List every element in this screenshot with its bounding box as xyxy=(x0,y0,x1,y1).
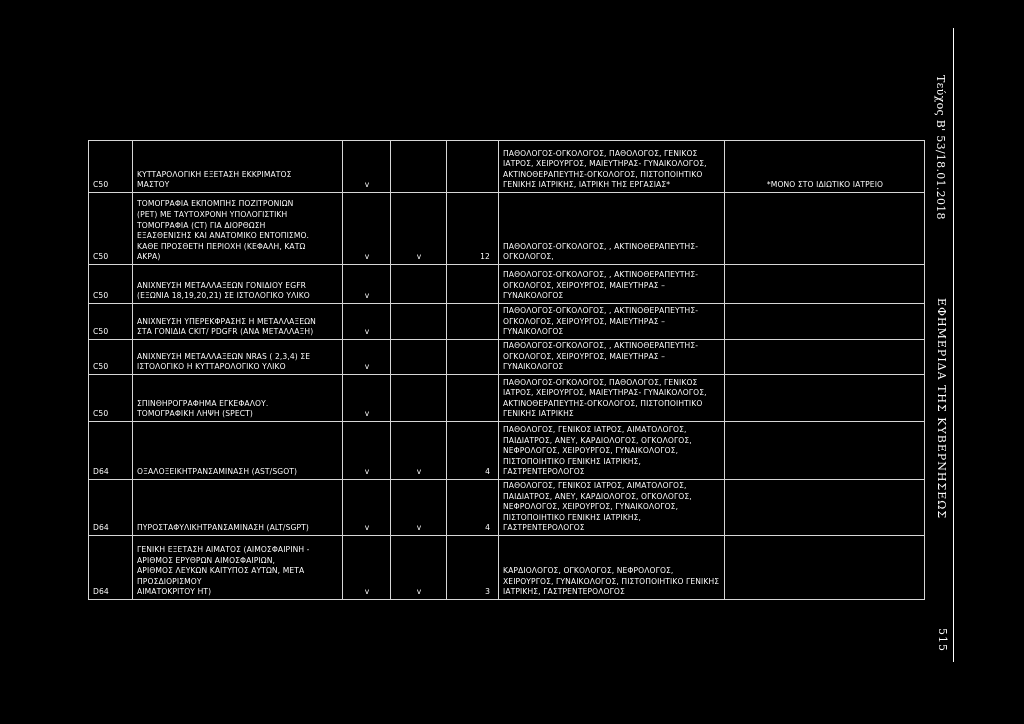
check-mark-2 xyxy=(391,304,447,340)
footnote xyxy=(725,536,925,600)
frequency-number: 3 xyxy=(447,536,499,600)
frequency-number xyxy=(447,340,499,375)
footnote xyxy=(725,193,925,265)
prescriber-specialties: ΠΑΘΟΛΟΓΟΣ-ΟΓΚΟΛΟΓΟΣ, , ΑΚΤΙΝΟΘΕΡΑΠΕΥΤΗΣ- ΟΓΚΟΛΟΓΟΣ, ΧΕΙΡΟΥΡΓΟΣ, ΜΑΙΕΥΤΗΡΑΣ – ΓΥΝΑΙΚΟΛΟΓΟΣ xyxy=(499,340,725,375)
frequency-number: 4 xyxy=(447,422,499,480)
exam-name: ΑΝΙΧΝΕΥΣΗ ΜΕΤΑΛΛΑΞΕΩΝ ΓΟΝΙΔΙΟΥ EGFR (ΕΞΩΝΙΑ 18,19,20,21) ΣΕ ΙΣΤΟΛΟΓΙΚΟ ΥΛΙΚΟ xyxy=(133,265,343,304)
issue-reference: Τεύχος Β' 53/18.01.2018 xyxy=(934,75,947,220)
exam-name: ΑΝΙΧΝΕΥΣΗ ΥΠΕΡΕΚΦΡΑΣΗΣ Η ΜΕΤΑΛΛΑΞΕΩΝ ΣΤΑ ΓΟΝΙΔΙΑ CKIT/ PDGFR (ΑΝΑ ΜΕΤΑΛΛΑΞΗ) xyxy=(133,304,343,340)
icd-code: D64 xyxy=(89,536,133,600)
footnote xyxy=(725,265,925,304)
prescriber-specialties: ΠΑΘΟΛΟΓΟΣ, ΓΕΝΙΚΟΣ ΙΑΤΡΟΣ, ΑΙΜΑΤΟΛΟΓΟΣ, ΠΑΙΔΙΑΤΡΟΣ, ΑΝΕΥ, ΚΑΡΔΙΟΛΟΓΟΣ, ΟΓΚΟΛΟΓΟΣ, ΝΕΦΡΟΛΟΓΟΣ, ΧΕΙΡΟΥΡΓΟΣ, ΓΥΝΑΙΚΟΛΟΓΟΣ, ΠΙΣΤΟΠΟΙΗΤΙΚΟ ΓΕΝΙΚΗΣ ΙΑΤΡΙΚΗΣ, ΓΑΣΤΡΕΝΤΕΡΟΛΟΓΟΣ xyxy=(499,422,725,480)
prescriber-specialties: ΠΑΘΟΛΟΓΟΣ-ΟΓΚΟΛΟΓΟΣ, ΠΑΘΟΛΟΓΟΣ, ΓΕΝΙΚΟΣ ΙΑΤΡΟΣ, ΧΕΙΡΟΥΡΓΟΣ, ΜΑΙΕΥΤΗΡΑΣ- ΓΥΝΑΙΚΟΛΟΓΟΣ, ΑΚΤΙΝΟΘΕΡΑΠΕΥΤΗΣ-ΟΓΚΟΛΟΓΟΣ, ΠΙΣΤΟΠΟΙΗΤΙΚΟ ΓΕΝΙΚΗΣ ΙΑΤΡΙΚΗΣ xyxy=(499,375,725,422)
check-mark-2: v xyxy=(391,536,447,600)
check-mark-2: v xyxy=(391,480,447,536)
table-row xyxy=(89,304,925,340)
table-row xyxy=(89,265,925,304)
icd-code: C50 xyxy=(89,304,133,340)
table-row xyxy=(89,480,925,536)
frequency-number xyxy=(447,304,499,340)
footnote xyxy=(725,304,925,340)
margin-rule xyxy=(953,28,954,634)
footnote xyxy=(725,340,925,375)
check-mark-1: v xyxy=(343,304,391,340)
frequency-number xyxy=(447,141,499,193)
exam-name: ΓΕΝΙΚΗ ΕΞΕΤΑΣΗ ΑΙΜΑΤΟΣ (ΑΙΜΟΣΦΑΙΡΙΝΗ - ΑΡΙΘΜΟΣ ΕΡΥΘΡΩΝ ΑΙΜΟΣΦΑΙΡΙΩΝ, ΑΡΙΘΜΟΣ ΛΕΥΚΩΝ ΚΑΙΤΥΠΟΣ ΑΥΤΩΝ, ΜΕΤΑ ΠΡΟΣΔΙΟΡΙΣΜΟΥ ΑΙΜΑΤΟΚΡΙΤΟΥ HT) xyxy=(133,536,343,600)
icd-code: D64 xyxy=(89,422,133,480)
exam-name: ΠΥΡΟΣΤΑΦΥΛΙΚΗΤΡΑΝΣΑΜΙΝΑΣΗ (ALT/SGPT) xyxy=(133,480,343,536)
table-row xyxy=(89,375,925,422)
check-mark-1: v xyxy=(343,422,391,480)
check-mark-2 xyxy=(391,141,447,193)
footnote xyxy=(725,480,925,536)
check-mark-2 xyxy=(391,375,447,422)
check-mark-2 xyxy=(391,265,447,304)
prescriber-specialties: ΠΑΘΟΛΟΓΟΣ, ΓΕΝΙΚΟΣ ΙΑΤΡΟΣ, ΑΙΜΑΤΟΛΟΓΟΣ, ΠΑΙΔΙΑΤΡΟΣ, ΑΝΕΥ, ΚΑΡΔΙΟΛΟΓΟΣ, ΟΓΚΟΛΟΓΟΣ, ΝΕΦΡΟΛΟΓΟΣ, ΧΕΙΡΟΥΡΓΟΣ, ΓΥΝΑΙΚΟΛΟΓΟΣ, ΠΙΣΤΟΠΟΙΗΤΙΚΟ ΓΕΝΙΚΗΣ ΙΑΤΡΙΚΗΣ, ΓΑΣΤΡΕΝΤΕΡΟΛΟΓΟΣ xyxy=(499,480,725,536)
exam-name: ΚΥΤΤΑΡΟΛΟΓΙΚΗ ΕΞΕΤΑΣΗ ΕΚΚΡΙΜΑΤΟΣ ΜΑΣΤΟΥ xyxy=(133,141,343,193)
check-mark-2: v xyxy=(391,422,447,480)
table-row xyxy=(89,193,925,265)
page-number: 515 xyxy=(936,628,949,652)
table-row xyxy=(89,422,925,480)
prescriber-specialties: ΠΑΘΟΛΟΓΟΣ-ΟΓΚΟΛΟΓΟΣ, , ΑΚΤΙΝΟΘΕΡΑΠΕΥΤΗΣ- ΟΓΚΟΛΟΓΟΣ, ΧΕΙΡΟΥΡΓΟΣ, ΜΑΙΕΥΤΗΡΑΣ – ΓΥΝΑΙΚΟΛΟΓΟΣ xyxy=(499,265,725,304)
prescriber-specialties: ΠΑΘΟΛΟΓΟΣ-ΟΓΚΟΛΟΓΟΣ, , ΑΚΤΙΝΟΘΕΡΑΠΕΥΤΗΣ- ΟΓΚΟΛΟΓΟΣ, xyxy=(499,193,725,265)
check-mark-1: v xyxy=(343,375,391,422)
check-mark-1: v xyxy=(343,340,391,375)
table-row xyxy=(89,340,925,375)
frequency-number: 12 xyxy=(447,193,499,265)
exam-name: ΟΞΑΛΟΞΕΙΚΗΤΡΑΝΣΑΜΙΝΑΣΗ (AST/SGOT) xyxy=(133,422,343,480)
check-mark-1: v xyxy=(343,536,391,600)
footnote xyxy=(725,375,925,422)
gazette-title: ΕΦΗΜΕΡΙΔΑ ΤΗΣ ΚΥΒΕΡΝΗΣΕΩΣ xyxy=(935,298,948,520)
prescriber-specialties: ΚΑΡΔΙΟΛΟΓΟΣ, ΟΓΚΟΛΟΓΟΣ, ΝΕΦΡΟΛΟΓΟΣ, ΧΕΙΡΟΥΡΓΟΣ, ΓΥΝΑΙΚΟΛΟΓΟΣ, ΠΙΣΤΟΠΟΙΗΤΙΚΟ ΓΕΝΙΚΗΣ ΙΑΤΡΙΚΗΣ, ΓΑΣΤΡΕΝΤΕΡΟΛΟΓΟΣ xyxy=(499,536,725,600)
frequency-number: 4 xyxy=(447,480,499,536)
check-mark-1: v xyxy=(343,265,391,304)
table-row xyxy=(89,141,925,193)
check-mark-1: v xyxy=(343,480,391,536)
icd-code: C50 xyxy=(89,141,133,193)
check-mark-2: v xyxy=(391,193,447,265)
exam-name: ΑΝΙΧΝΕΥΣΗ ΜΕΤΑΛΛΑΞΕΩΝ NRAS ( 2,3,4) ΣΕ ΙΣΤΟΛΟΓΙΚΟ Η ΚΥΤΤΑΡΟΛΟΓΙΚΟ ΥΛΙΚΟ xyxy=(133,340,343,375)
exam-name: ΣΠΙΝΘΗΡΟΓΡΑΦΗΜΑ ΕΓΚΕΦΑΛΟΥ. ΤΟΜΟΓΡΑΦΙΚΗ ΛΗΨΗ (SPECT) xyxy=(133,375,343,422)
icd-code: C50 xyxy=(89,265,133,304)
table-row xyxy=(89,536,925,600)
footnote xyxy=(725,422,925,480)
footnote: *ΜΟΝΟ ΣΤΟ ΙΔΙΩΤΙΚΟ ΙΑΤΡΕΙΟ xyxy=(725,141,925,193)
prescriber-specialties: ΠΑΘΟΛΟΓΟΣ-ΟΓΚΟΛΟΓΟΣ, , ΑΚΤΙΝΟΘΕΡΑΠΕΥΤΗΣ- ΟΓΚΟΛΟΓΟΣ, ΧΕΙΡΟΥΡΓΟΣ, ΜΑΙΕΥΤΗΡΑΣ – ΓΥΝΑΙΚΟΛΟΓΟΣ xyxy=(499,304,725,340)
frequency-number xyxy=(447,375,499,422)
check-mark-1: v xyxy=(343,193,391,265)
exam-table xyxy=(88,140,925,600)
check-mark-1: v xyxy=(343,141,391,193)
prescriber-specialties: ΠΑΘΟΛΟΓΟΣ-ΟΓΚΟΛΟΓΟΣ, ΠΑΘΟΛΟΓΟΣ, ΓΕΝΙΚΟΣ ΙΑΤΡΟΣ, ΧΕΙΡΟΥΡΓΟΣ, ΜΑΙΕΥΤΗΡΑΣ- ΓΥΝΑΙΚΟΛΟΓΟΣ, ΑΚΤΙΝΟΘΕΡΑΠΕΥΤΗΣ-ΟΓΚΟΛΟΓΟΣ, ΠΙΣΤΟΠΟΙΗΤΙΚΟ ΓΕΝΙΚΗΣ ΙΑΤΡΙΚΗΣ, ΙΑΤΡΙΚΗ ΤΗΣ ΕΡΓΑΣΙΑΣ* xyxy=(499,141,725,193)
icd-code: C50 xyxy=(89,193,133,265)
icd-code: D64 xyxy=(89,480,133,536)
frequency-number xyxy=(447,265,499,304)
exam-name: ΤΟΜΟΓΡΑΦΙΑ ΕΚΠΟΜΠΗΣ ΠΟΖΙΤΡΟΝΙΩΝ (PET) ΜΕ ΤΑΥΤΟΧΡΟΝΗ ΥΠΟΛΟΓΙΣΤΙΚΗ ΤΟΜΟΓΡΑΦΙΑ (CT) ΓΙΑ ΔΙΟΡΘΩΣΗ ΕΞΑΣΘΕΝΙΣΗΣ ΚΑΙ ΑΝΑΤΟΜΙΚΟ ΕΝΤΟΠΙΣΜΟ. ΚΑΘΕ ΠΡΟΣΘΕΤΗ ΠΕΡΙΟΧΗ (ΚΕΦΑΛΗ, ΚΑΤΩ ΑΚΡΑ) xyxy=(133,193,343,265)
check-mark-2 xyxy=(391,340,447,375)
icd-code: C50 xyxy=(89,340,133,375)
page-number-rule xyxy=(953,634,954,662)
icd-code: C50 xyxy=(89,375,133,422)
